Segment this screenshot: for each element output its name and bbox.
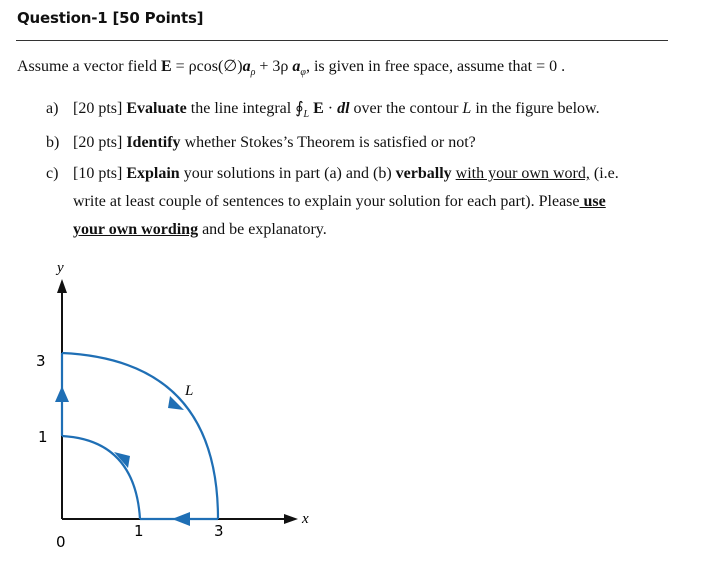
contour-figure (0, 250, 711, 585)
part-b-text: whether Stokes’s Theorem is satisfied or not? (180, 134, 476, 151)
part-c-text2: (i.e. (589, 165, 619, 182)
part-c-emphasis: verbally (395, 165, 452, 182)
part-c-line-2 (73, 192, 606, 212)
part-a-text-end: in the figure below. (471, 100, 600, 117)
part-b-points: [20 pts] (73, 134, 127, 151)
contour-path (62, 353, 218, 519)
part-a-contour: L (462, 100, 472, 117)
intro-equation: = ρcos(∅) (171, 58, 243, 75)
part-c-verb: Explain (126, 165, 180, 182)
part-b (46, 133, 476, 153)
part-c-underlined-wording: your own wording (73, 221, 199, 238)
problem-statement (17, 57, 565, 83)
part-c-text3: and be explanatory. (198, 221, 327, 238)
part-c (46, 164, 619, 184)
x-axis-arrowhead (284, 514, 298, 524)
y-axis-label: y (57, 260, 64, 276)
y-axis-arrowhead (57, 279, 67, 293)
part-c-underlined-phrase: with your own word, (455, 165, 590, 182)
left-segment-arrow-icon (55, 386, 69, 402)
bottom-segment-arrow-icon (172, 512, 190, 526)
unit-vector-phi: a (292, 58, 301, 75)
part-a (46, 99, 600, 125)
outer-arc (62, 353, 218, 519)
intro-plus-term: + 3ρ (255, 58, 293, 75)
part-a-marker: a) (46, 100, 59, 117)
x-tick-3: 3 (214, 522, 224, 540)
x-axis-label: x (302, 511, 309, 527)
part-a-e-symbol: E (313, 100, 324, 117)
inner-arc-arrow-icon (114, 452, 130, 468)
x-tick-1: 1 (134, 522, 144, 540)
intro-text-post: , is given in free space, assume that = 0 . (305, 58, 566, 75)
part-a-points: [20 pts] (73, 100, 127, 117)
part-b-verb: Identify (126, 134, 181, 151)
part-a-dot: · (323, 100, 338, 117)
part-a-text-post: over the contour (349, 100, 463, 117)
contour-label: L (185, 383, 194, 399)
part-c-marker: c) (46, 165, 59, 182)
part-a-text-pre: the line integral (186, 100, 296, 117)
x-tick-0: 0 (56, 533, 66, 551)
heading-divider (16, 40, 668, 41)
part-c-line2-text: write at least couple of sentences to explain your solution for each part). Please (73, 193, 580, 210)
unit-vector-rho-subscript: ρ (250, 67, 256, 79)
intro-text-pre: Assume a vector field (17, 58, 161, 75)
part-c-text1: your solutions in part (a) and (b) (179, 165, 396, 182)
part-c-line-3 (73, 220, 327, 240)
field-symbol: E (160, 58, 172, 75)
unit-vector-rho: a (242, 58, 251, 75)
part-c-points: [10 pts] (73, 165, 127, 182)
outer-arc-arrow-icon (168, 396, 184, 410)
line-integral-symbol: ∮ (295, 100, 304, 117)
part-a-dl-symbol: dl (337, 100, 350, 117)
part-c-underlined-use: use (579, 193, 606, 210)
y-tick-1: 1 (38, 428, 48, 446)
unit-vector-phi-subscript: φ (300, 67, 306, 79)
line-integral-subscript: L (303, 109, 310, 121)
inner-arc (62, 436, 140, 519)
question-heading: Question-1 [50 Points] (17, 9, 204, 27)
part-b-marker: b) (46, 134, 60, 151)
part-a-verb: Evaluate (126, 100, 187, 117)
y-tick-3: 3 (36, 352, 46, 370)
